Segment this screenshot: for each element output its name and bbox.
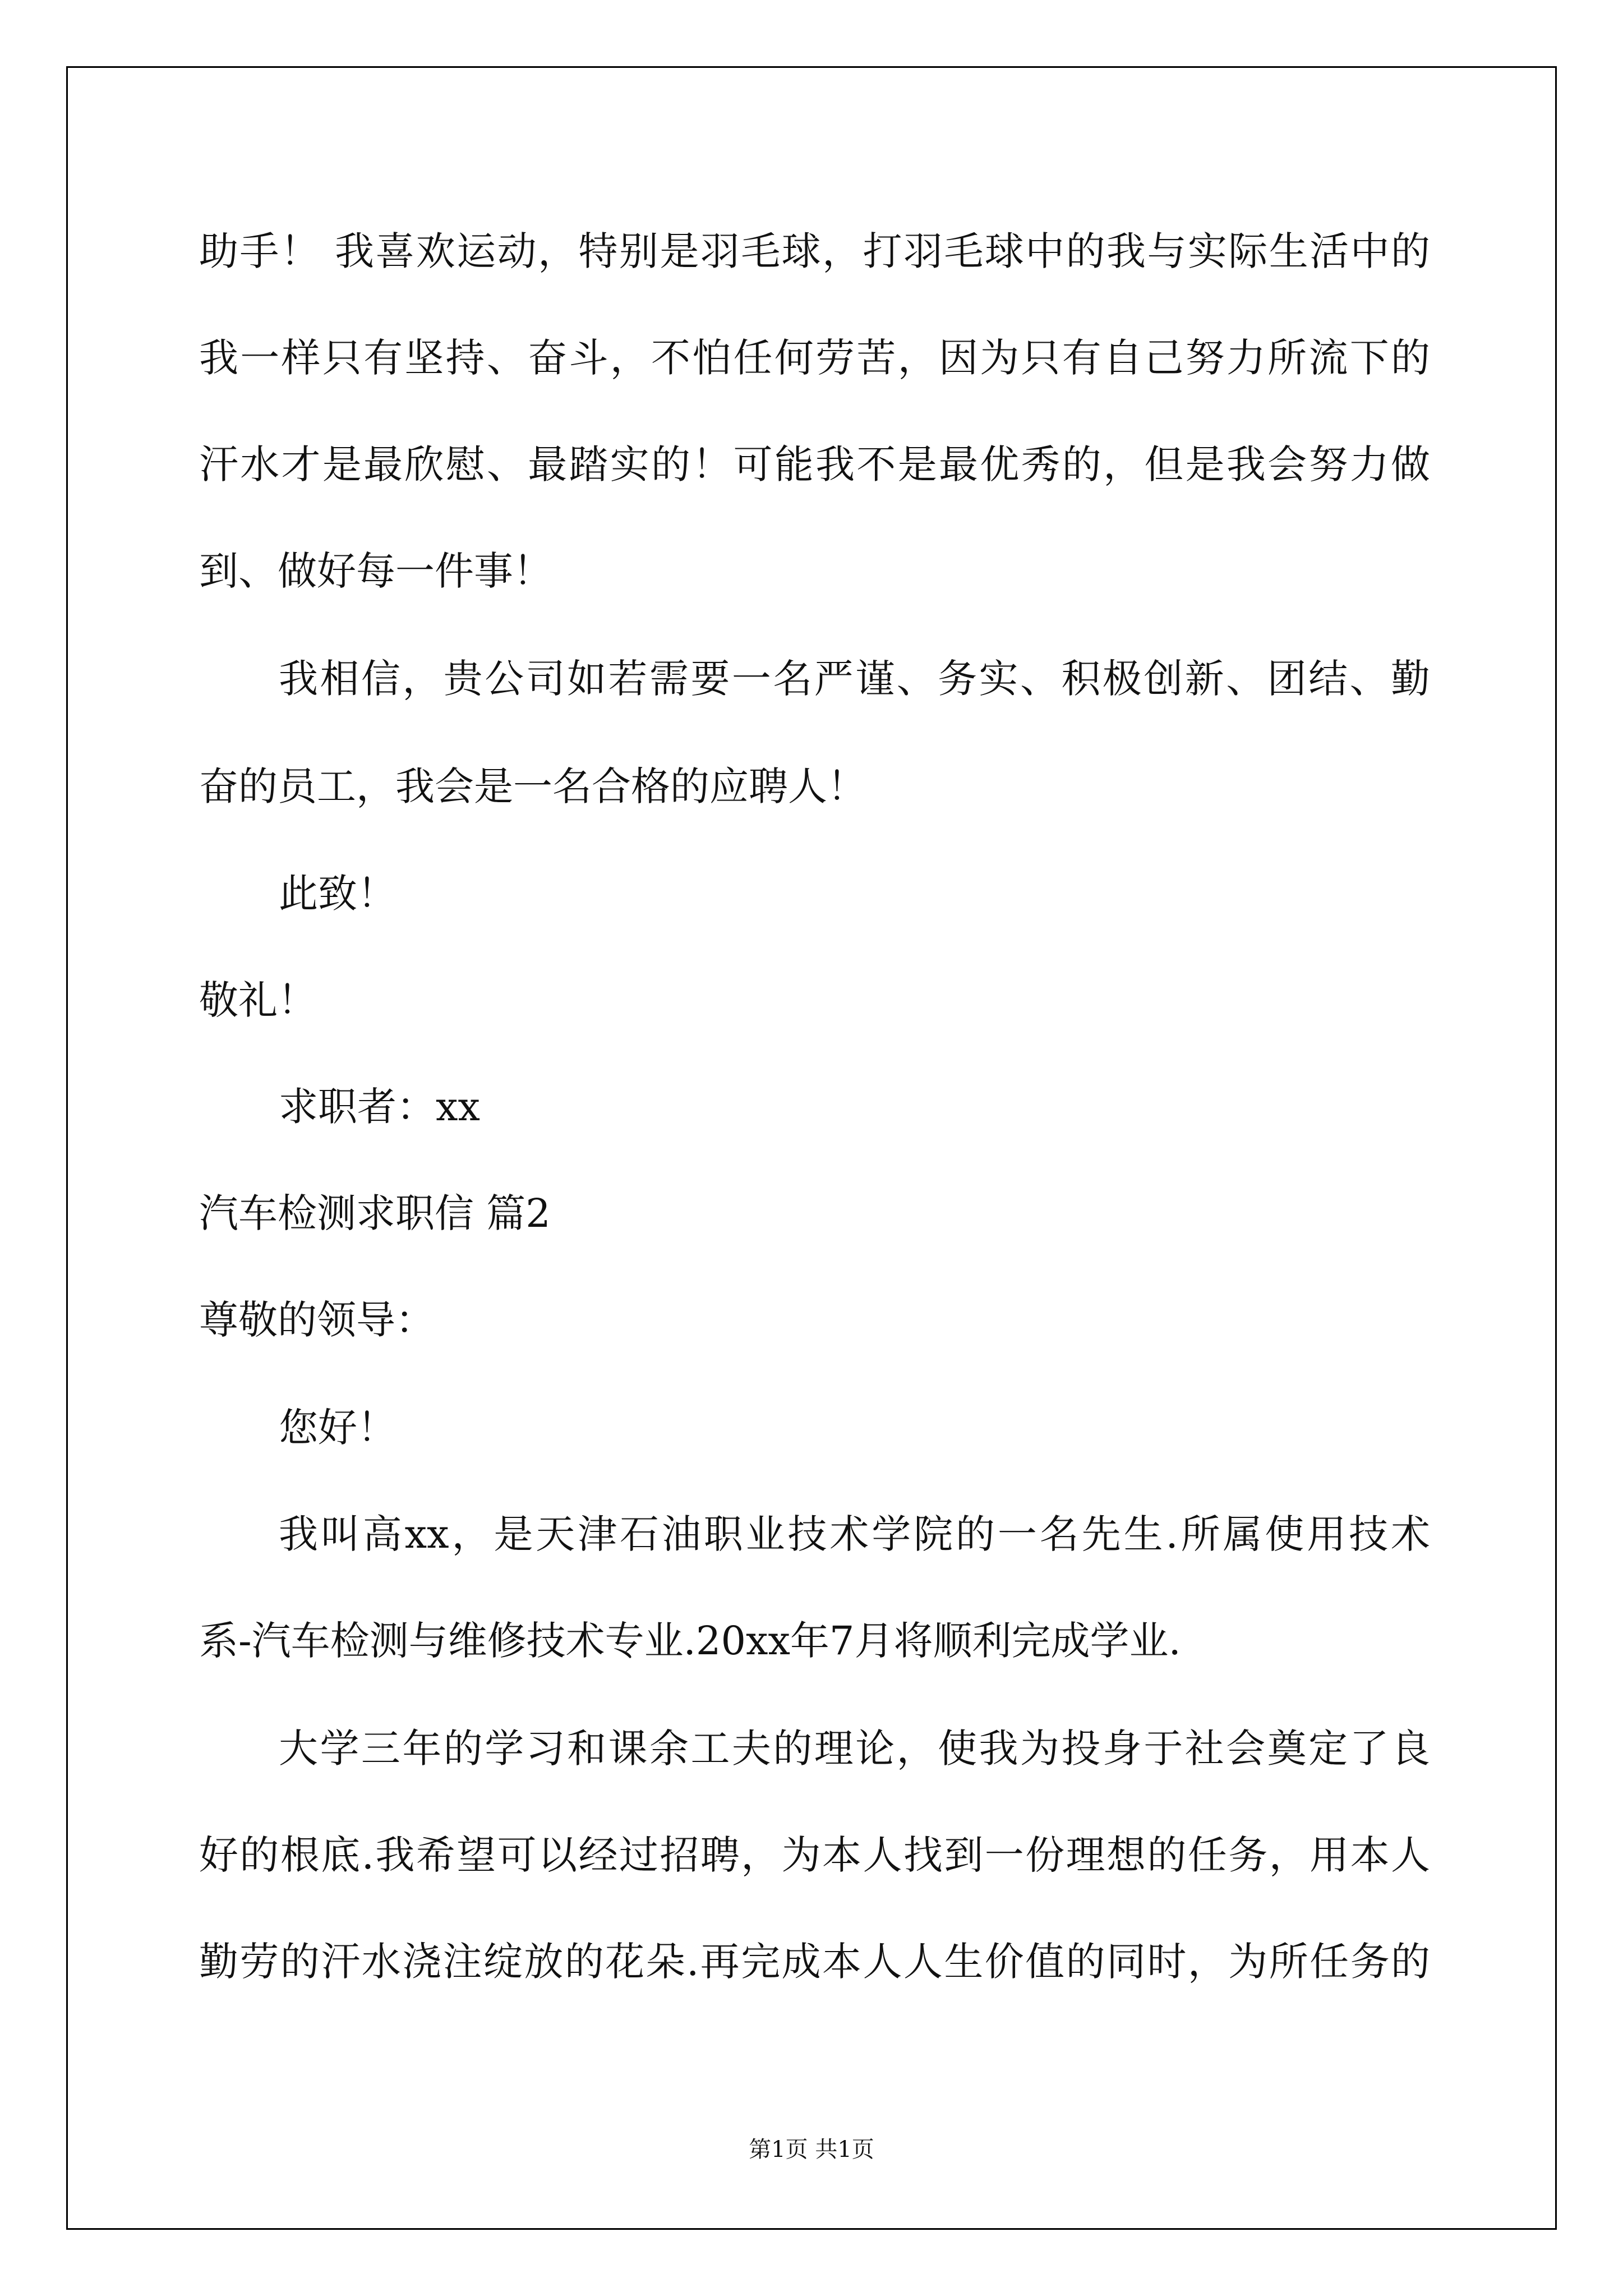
text-line: 系-汽车检测与维修技术专业.20xx年7月将顺利完成学业. [199, 1618, 1181, 1664]
paragraph-start: 我叫高xx，是天津石油职业技术学院的一名先生.所属使用技术 [279, 1511, 1430, 1557]
section-heading: 汽车检测求职信 篇2 [199, 1190, 551, 1236]
text-line: 我一样只有坚持、奋斗，不怕任何劳苦，因为只有自己努力所流下的 [199, 335, 1430, 381]
text-line: 奋的员工，我会是一名合格的应聘人！ [199, 763, 866, 809]
text-line: 好的根底.我希望可以经过招聘，为本人找到一份理想的任务，用本人 [199, 1832, 1430, 1878]
text-line: 汗水才是最欣慰、最踏实的！可能我不是最优秀的，但是我会努力做 [199, 441, 1430, 487]
greeting: 尊敬的领导： [199, 1297, 435, 1343]
applicant-signature: 求职者：xx [279, 1084, 480, 1130]
page-footer: 第1页 共1页 [749, 2137, 874, 2162]
page-border [66, 66, 1557, 2230]
text-line: 勤劳的汗水浇注绽放的花朵.再完成本人人生价值的同时，为所任务的 [199, 1939, 1430, 1985]
paragraph-start: 我相信，贵公司如若需要一名严谨、务实、积极创新、团结、勤 [279, 656, 1430, 702]
paragraph-start: 大学三年的学习和课余工夫的理论，使我为投身于社会奠定了良 [279, 1726, 1430, 1772]
text-line: 到、做好每一件事！ [199, 548, 552, 594]
text-line: 助手！ 我喜欢运动，特别是羽毛球，打羽毛球中的我与实际生活中的 [199, 228, 1430, 274]
closing-salutation: 此致！ [279, 871, 396, 917]
closing-regards: 敬礼！ [199, 977, 317, 1023]
greeting-hello: 您好！ [279, 1405, 396, 1451]
